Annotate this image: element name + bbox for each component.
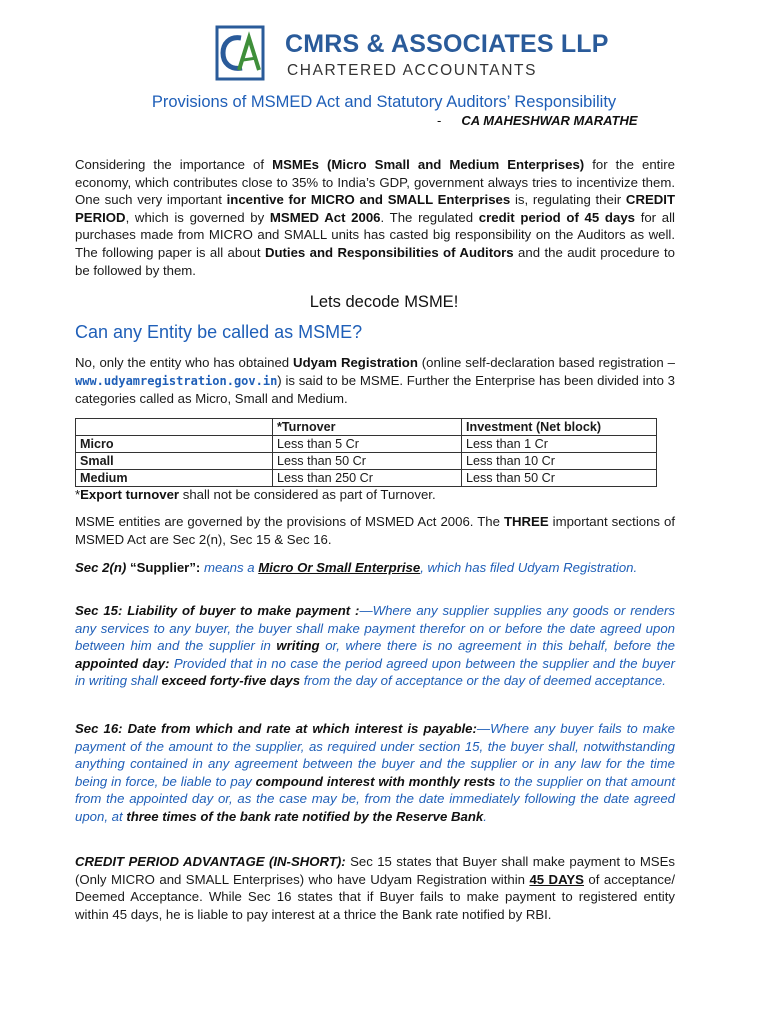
table-cell: Less than 5 Cr	[273, 436, 462, 453]
sec-2n-paragraph: Sec 2(n) “Supplier”: means a Micro Or Small Enterprise, which has filed Udyam Registration.	[75, 560, 638, 575]
table-row	[76, 470, 657, 487]
firm-subtitle: CHARTERED ACCOUNTANTS	[287, 62, 538, 79]
msme-category-table	[75, 418, 657, 487]
table-header-row	[76, 419, 657, 436]
table-header	[76, 419, 273, 436]
sec-16-paragraph: Sec 16: Date from which and rate at which interest is payable:—Where any buyer fails to make payment of the amount to the supplier, as required under section 15, the buyer shall, notwithstanding anything contained in any agreement between the buyer and the supplier or in any law for the time being in force, be liable to pay compound interest with monthly rests to the supplier on that amount from the appointed day or, as the case may be, from the date immediately following the date agreed upon, at three times of the bank rate notified by the Reserve Bank.	[75, 721, 675, 824]
decode-heading: Lets decode MSME!	[309, 293, 459, 311]
firm-name: CMRS & ASSOCIATES LLP	[285, 30, 609, 58]
credit-period-paragraph: CREDIT PERIOD ADVANTAGE (IN-SHORT): Sec 15 states that Buyer shall make payment to MSEs (Only MICRO and SMALL Enterprises) who have Udyam Registration within 45 DAYS of acceptance/ Deemed Acceptance. While Sec 16 states that if Buyer fails to make payment to registered entity within 45 days, he is liable to pay interest at a thrice the Bank rate notified by RBI.	[75, 854, 675, 922]
entity-heading: Can any Entity be called as MSME?	[75, 322, 363, 342]
author-line	[437, 113, 638, 128]
author-dash: -	[437, 113, 442, 128]
micro-small-link[interactable]: Micro Or Small Enterprise	[258, 560, 421, 575]
udyam-link[interactable]: www.udyamregistration.gov.in	[75, 373, 278, 388]
table-cell: Less than 50 Cr	[462, 470, 657, 487]
governed-paragraph: MSME entities are governed by the provisions of MSMED Act 2006. The THREE important sections of MSMED Act are Sec 2(n), Sec 15 & Sec 16.	[75, 514, 676, 547]
table-cell: Small	[76, 453, 273, 470]
sec-15-paragraph: Sec 15: Liability of buyer to make payment :—Where any supplier supplies any goods or renders any services to any buyer, the buyer shall make payment therefor on or before the date agreed upon between him and the supplier in writing or, where there is no agreement in this behalf, before the appointed day: Provided that in no case the period agreed upon between the supplier and the buyer in writing shall exceed forty-five days from the day of acceptance or the day of deemed acceptance.	[75, 603, 675, 689]
table-header: Investment (Net block)	[462, 419, 657, 436]
table-row	[76, 436, 657, 453]
ca-logo-icon	[215, 24, 267, 82]
entity-paragraph: No, only the entity who has obtained Udyam Registration (online self-declaration based registration – www.udyamregistration.gov.in) is said to be MSME. Further the Enterprise has been divided into 3 categories called as Micro, Small and Medium.	[75, 355, 675, 407]
table-cell: Less than 10 Cr	[462, 453, 657, 470]
table-cell: Less than 1 Cr	[462, 436, 657, 453]
document-title: Provisions of MSMED Act and Statutory Auditors’ Responsibility	[151, 93, 617, 111]
table-cell: Medium	[76, 470, 273, 487]
intro-paragraph: Considering the importance of MSMEs (Micro Small and Medium Enterprises) for the entire economy, which contributes close to 35% to India’s GDP, government always tries to incentivize them. One such very important incentive for MICRO and SMALL Enterprises is, regulating their CREDIT PERIOD, which is governed by MSMED Act 2006. The regulated credit period of 45 days for all purchases made from MICRO and SMALL units has casted big responsibility on the Auditors as well. The following paper is all about Duties and Responsibilities of Auditors and the audit procedure to be followed by them.	[75, 157, 676, 278]
table-cell: Micro	[76, 436, 273, 453]
table-row	[76, 453, 657, 470]
table-footnote: *Export turnover shall not be considered as part of Turnover.	[75, 487, 436, 502]
table-header: *Turnover	[273, 419, 462, 436]
author-name: CA MAHESHWAR MARATHE	[461, 113, 638, 128]
table-cell: Less than 250 Cr	[273, 470, 462, 487]
letterhead	[215, 24, 675, 86]
table-cell: Less than 50 Cr	[273, 453, 462, 470]
